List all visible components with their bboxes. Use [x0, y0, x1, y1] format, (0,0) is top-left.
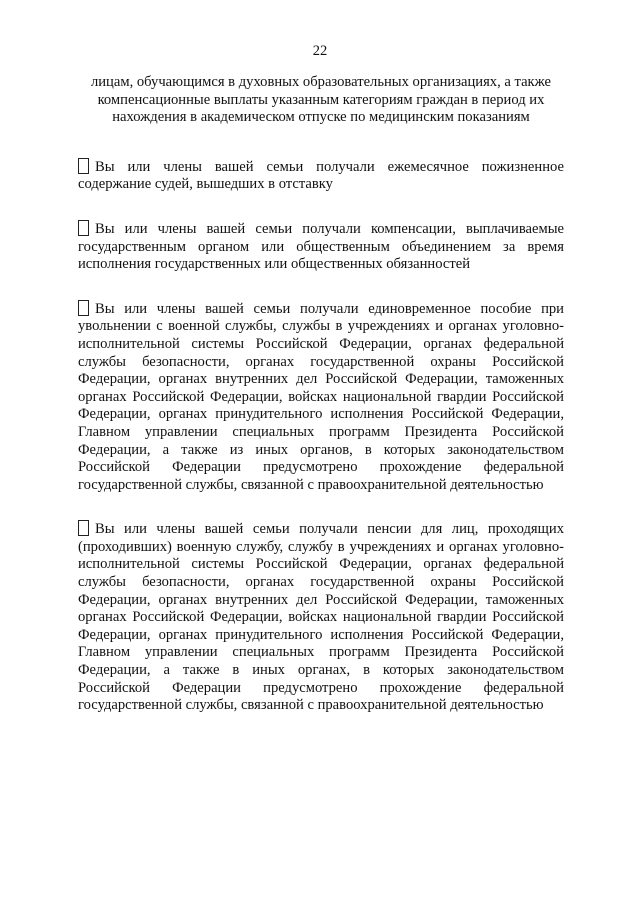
page-number: 22	[312, 43, 328, 59]
checkbox-1[interactable]	[78, 158, 89, 174]
question-3	[78, 300, 564, 495]
question-3-text: Вы или члены вашей семьи получали единовременное пособие при увольнении с военной службы, службы в учреждениях и органах уголовно-исполнительной системы Российской Федерации, органах федеральной службы безопасности, органах государственной охраны Российской Федерации, органах внутренних дел Российской Федерации, таможенных органах Российской Федерации, войсках национальной гвардии Российской Федерации, органах принудительного исполнения Российской Федерации, Главном управлении специальных программ Президента Российской Федерации, а также из иных органов, в которых законодательством Российской Федерации предусмотрено прохождение федеральной государственной службы, связанной с правоохранительной деятельностью	[78, 300, 564, 493]
checkbox-3[interactable]	[78, 300, 89, 316]
question-2-text: Вы или члены вашей семьи получали компенсации, выплачиваемые государственным органом или общественным объединением за время исполнения государственных или общественных обязанностей	[78, 220, 564, 273]
question-4	[78, 520, 564, 715]
question-1	[78, 158, 564, 194]
checkbox-4[interactable]	[78, 520, 89, 536]
intro-paragraph: лицам, обучающимся в духовных образовательных организациях, а также компенсационные выплаты указанным категориям граждан в период их нахождения в академическом отпуске по медицинским показаниям	[90, 74, 552, 126]
checkbox-2[interactable]	[78, 220, 89, 236]
question-4-text: Вы или члены вашей семьи получали пенсии для лиц, проходящих (проходивших) военную службу, службу в учреждениях и органах уголовно-исполнительной системы Российской Федерации, органах федеральной службы безопасности, органах государственной охраны Российской Федерации, органах внутренних дел Российской Федерации, таможенных органах Российской Федерации, войсках национальной гвардии Российской Федерации, органах принудительного исполнения Российской Федерации, Главном управлении специальных программ Президента Российской Федерации, а также в иных органах, в которых законодательством Российской Федерации предусмотрено прохождение федеральной государственной службы, связанной с правоохранительной деятельностью	[78, 521, 564, 714]
question-2	[78, 220, 564, 274]
question-1-text: Вы или члены вашей семьи получали ежемесячное пожизненное содержание судей, вышедших в отставку	[78, 158, 564, 193]
document-body	[78, 74, 564, 715]
